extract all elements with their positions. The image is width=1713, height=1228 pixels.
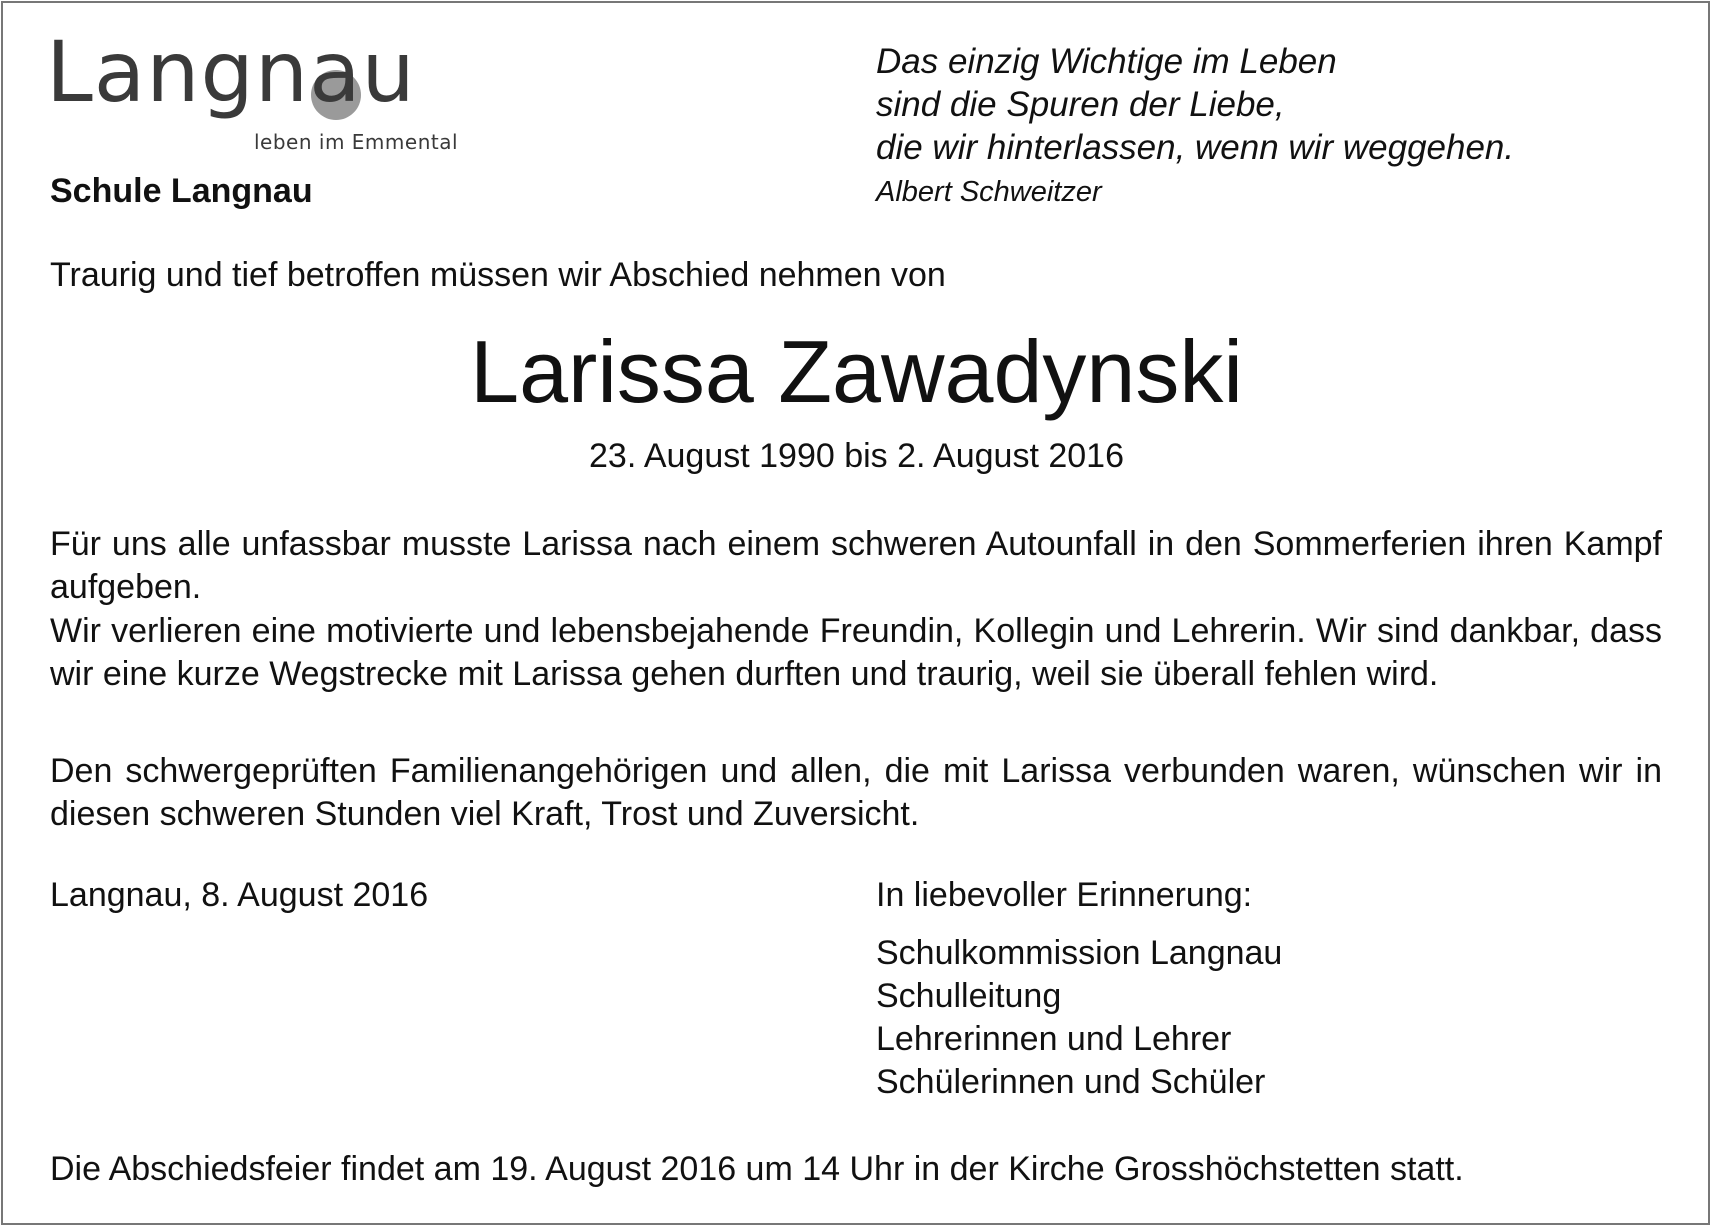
memory-label: In liebevoller Erinnerung:: [876, 876, 1253, 914]
signer: Lehrerinnen und Lehrer: [876, 1020, 1232, 1058]
quote-author: Albert Schweitzer: [876, 176, 1102, 208]
body-paragraph: Für uns alle unfassbar musste Larissa nach einem schweren Autounfall in den Sommerferien ihren Kampf aufgeben.: [50, 525, 1662, 606]
langnau-logo: [46, 23, 476, 160]
deceased-name: Larissa Zawadynski: [470, 322, 1243, 421]
life-dates: 23. August 1990 bis 2. August 2016: [589, 437, 1124, 475]
body-paragraph: Wir verlieren eine motivierte und lebensbejahende Freundin, Kollegin und Lehrerin. Wir sind dankbar, dass wir eine kurze Wegstrecke mit Larissa gehen durften und traurig, weil sie überall fehlen wird.: [50, 612, 1662, 693]
signer: Schulleitung: [876, 977, 1062, 1015]
place-date: Langnau, 8. August 2016: [50, 876, 429, 914]
signer: Schulkommission Langnau: [876, 934, 1283, 972]
signer: Schülerinnen und Schüler: [876, 1063, 1266, 1101]
body-paragraph: Den schwergeprüften Familienangehörigen und allen, die mit Larissa verbunden waren, wünschen wir in diesen schweren Stunden viel Kraft, Trost und Zuversicht.: [50, 752, 1662, 833]
signers-list: [876, 932, 1282, 1104]
epigraph-quote: [876, 40, 1514, 169]
quote-line: Das einzig Wichtige im Leben: [876, 42, 1337, 81]
logo-wordmark: Langnau: [46, 23, 416, 121]
quote-line: sind die Spuren der Liebe,: [876, 85, 1285, 124]
intro-text: Traurig und tief betroffen müssen wir Abschied nehmen von: [50, 256, 946, 294]
school-name: Schule Langnau: [50, 172, 313, 210]
logo-tagline: leben im Emmental: [254, 130, 459, 154]
ceremony-notice: Die Abschiedsfeier findet am 19. August 2016 um 14 Uhr in der Kirche Grosshöchstetten statt.: [50, 1150, 1464, 1188]
quote-line: die wir hinterlassen, wenn wir weggehen.: [876, 128, 1515, 167]
